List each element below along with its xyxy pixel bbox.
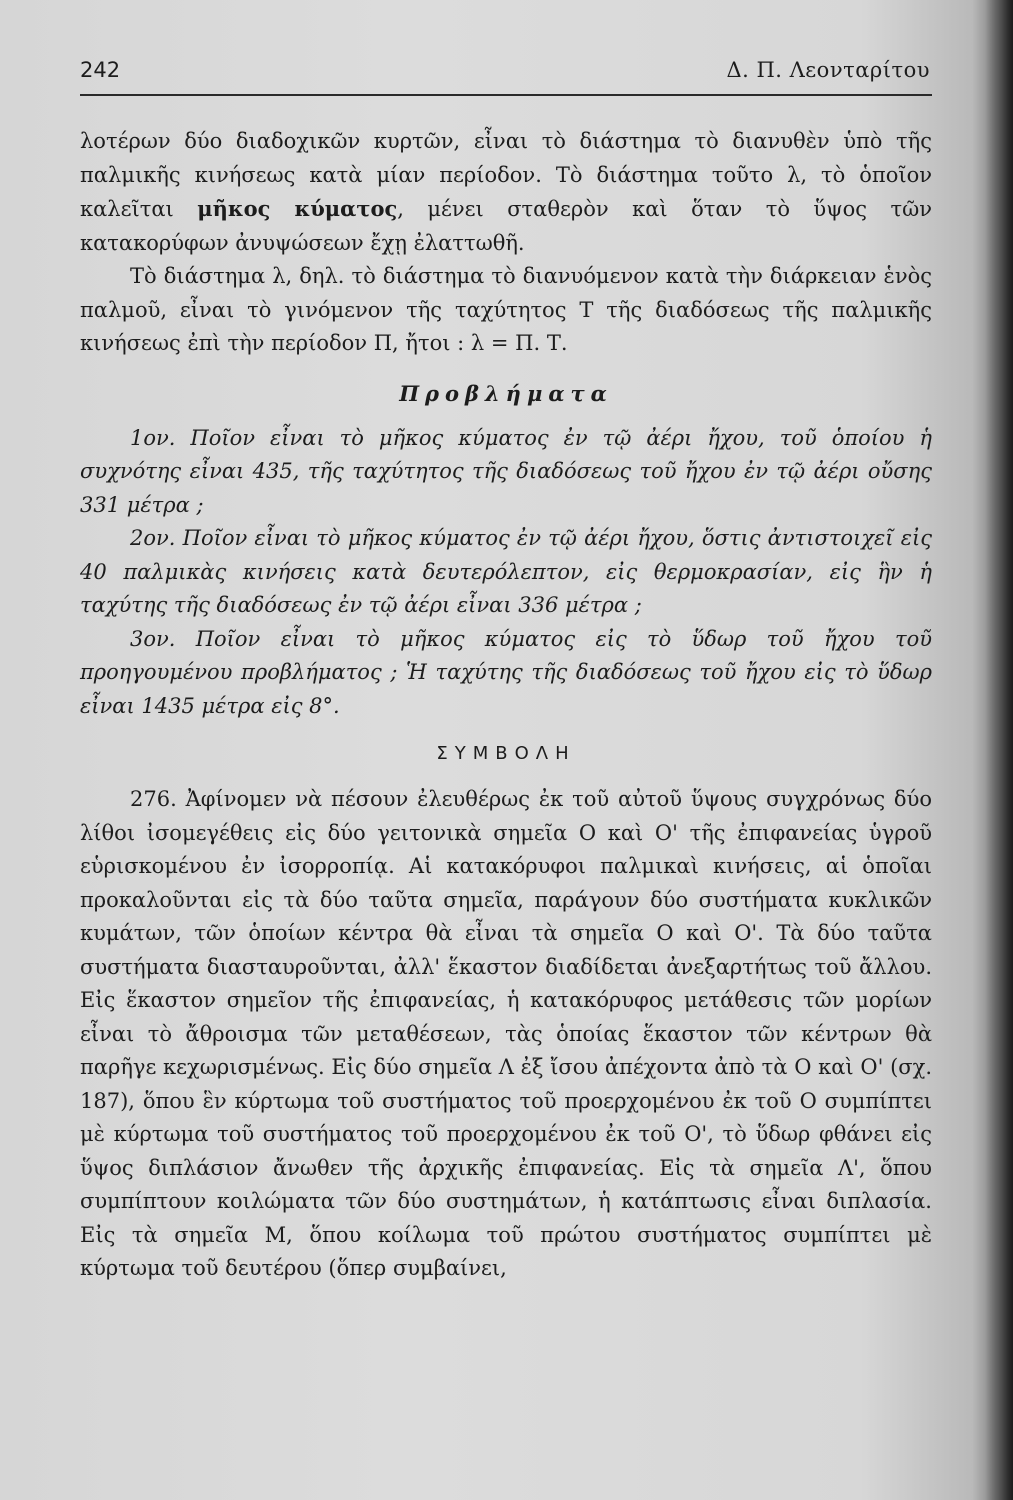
section-heading: ΣΥΜΒΟΛΗ bbox=[436, 743, 576, 764]
page-body bbox=[80, 125, 932, 1286]
header-rule bbox=[80, 94, 932, 96]
intro-text-end: , μένει σταθερὸν καὶ ὅταν τὸ ὕψος τῶν κατακορύφων ἀνυψώσεων ἔχῃ ἐλαττωθῆ. bbox=[80, 197, 933, 255]
page-header bbox=[80, 58, 930, 88]
term-wavelength: μῆκος κύματος bbox=[197, 196, 398, 221]
problem-3: 3ον. Ποῖον εἶναι τὸ μῆκος κύματος εἰς τὸ ὕδωρ τοῦ ἤχου τοῦ προηγουμένου προβλήματος ; Ἡ ταχύτης τῆς διαδόσεως τοῦ ἤχου εἰς τὸ ὕδωρ εἶναι 1435 μέτρα εἰς 8°. bbox=[80, 626, 932, 718]
paragraph-276: 276. Ἀφίνομεν νὰ πέσουν ἐλευθέρως ἐκ τοῦ αὐτοῦ ὕψους συγχρόνως δύο λίθοι ἰσομεγέθεις εἰς δύο γειτονικὰ σημεῖα Ο καὶ Ο' τῆς ἐπιφανείας ὑγροῦ εὑρισκομένου ἐν ἰσορροπίᾳ. Αἱ κατακόρυφοι παλμικαὶ κινήσεις, αἱ ὁποῖαι προκαλοῦνται εἰς τὰ δύο ταῦτα σημεῖα, παράγουν δύο συστήματα κυκλικῶν κυμάτων, τῶν ὁποίων κέντρα θὰ εἶναι τὰ σημεῖα Ο καὶ Ο'. Τὰ δύο ταῦτα συστήματα διασταυροῦνται, ἀλλ' ἕκαστον διαδίδεται ἀνεξαρτήτως τοῦ ἄλλου. Εἰς ἕκαστον σημεῖον τῆς ἐπιφανείας, ἡ κατακόρυφος μετάθεσις τῶν μορίων εἶναι τὸ ἄθροισμα τῶν μεταθέσεων, τὰς ὁποίας ἕκαστον τῶν κέντρων θὰ παρῆγε κεχωρισμένως. Εἰς δύο σημεῖα Λ ἐξ ἴσου ἀπέχοντα ἀπὸ τὰ Ο καὶ Ο' (σχ. 187), ὅπου ἓν κύρτωμα τοῦ συστήματος τοῦ προερχομένου ἐκ τοῦ Ο συμπίπτει μὲ κύρτωμα τοῦ συστήματος τοῦ προερχομένου ἐκ τοῦ Ο', τὸ ὕδωρ φθάνει εἰς ὕψος διπλάσιον ἄνωθεν τῆς ἀρχικῆς ἐπιφανείας. Εἰς τὰ σημεῖα Λ', ὅπου συμπίπτουν κοιλώματα τῶν δύο συστημάτων, ἡ κατάπτωσις εἶναι διπλασία. Εἰς τὰ σημεῖα Μ, ὅπου κοίλωμα τοῦ πρώτου συστήματος συμπίπτει μὲ κύρτωμα τοῦ δευτέρου (ὅπερ συμβαίνει, bbox=[80, 787, 932, 1280]
paragraph-wavelength-formula: Τὸ διάστημα λ, δηλ. τὸ διάστημα τὸ διανυόμενον κατὰ τὴν διάρκειαν ἑνὸς παλμοῦ, εἶναι τὸ γινόμενον τῆς ταχύτητος Τ τῆς διαδόσεως τῆς παλμικῆς κινήσεως ἐπὶ τὴν περίοδον Π, ἤτοι : λ = Π. Τ. bbox=[80, 264, 932, 355]
problem-1: 1ον. Ποῖον εἶναι τὸ μῆκος κύματος ἐν τῷ ἀέρι ἤχου, τοῦ ὁποίου ἡ συχνότης εἶναι 435, τῆς ταχύτητος τῆς διαδόσεως τοῦ ἤχου ἐν τῷ ἀέρι οὔσης 331 μέτρα ; bbox=[80, 425, 932, 517]
intro-paragraph bbox=[80, 125, 932, 260]
page-number: 242 bbox=[80, 58, 121, 82]
page-edge-shadow bbox=[985, 0, 1013, 1500]
running-head: Δ. Π. Λεονταρίτου bbox=[726, 58, 930, 82]
intro-text-start: λοτέρων δύο διαδοχικῶν κυρτῶν, εἶναι τὸ διάστημα τὸ διανυθὲν ὑπὸ τῆς παλμικῆς κινήσεως κατὰ μίαν περίοδον. Τὸ διάστημα τοῦτο λ, τὸ ὁποῖον καλεῖται bbox=[80, 129, 932, 221]
problems-heading: Προβλήματα bbox=[399, 380, 613, 406]
problem-2: 2ον. Ποῖον εἶναι τὸ μῆκος κύματος ἐν τῷ ἀέρι ἤχου, ὅστις ἀντιστοιχεῖ εἰς 40 παλμικὰς κινήσεις κατὰ δευτερόλεπτον, εἰς θερμοκρασίαν, εἰς ἣν ἡ ταχύτης τῆς διαδόσεως ἐν τῷ ἀέρι εἶναι 336 μέτρα ; bbox=[80, 526, 932, 617]
